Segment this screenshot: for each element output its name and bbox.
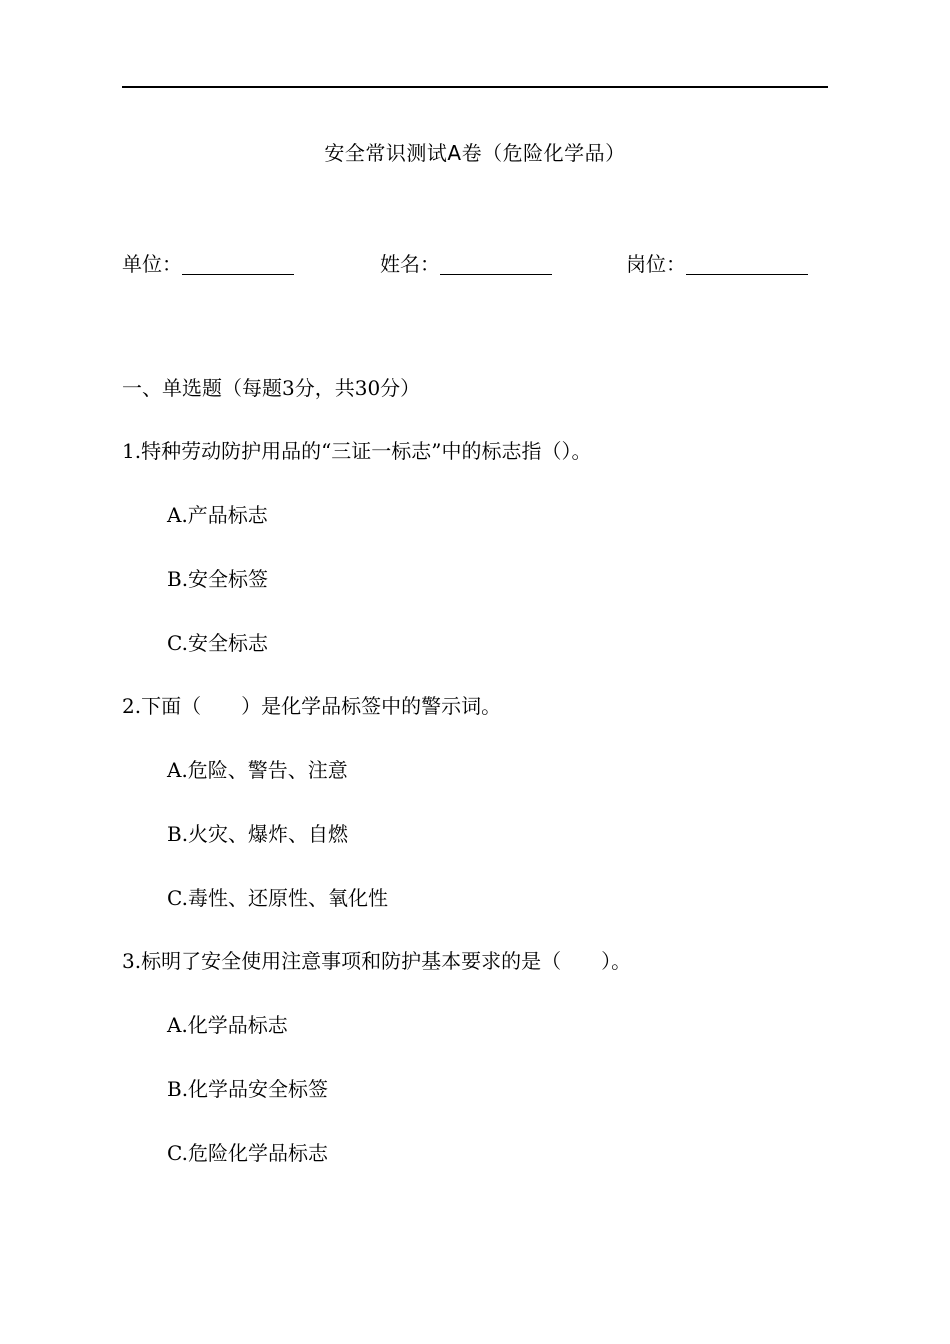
name-label: 姓名： [380, 252, 440, 276]
position-input[interactable] [686, 252, 808, 275]
question-2-option-a: A.危险、警告、注意 [167, 758, 348, 782]
question-3-option-a: A.化学品标志 [167, 1013, 288, 1037]
name-field [380, 250, 552, 278]
header-rule [122, 86, 828, 88]
question-1-option-a: A.产品标志 [167, 503, 268, 527]
position-field [626, 250, 808, 278]
question-1-option-c: C.安全标志 [167, 631, 268, 655]
unit-input[interactable] [182, 252, 294, 275]
unit-label: 单位： [122, 252, 182, 276]
question-2-option-c: C.毒性、还原性、氧化性 [167, 886, 388, 910]
question-2: 2.下面（ ）是化学品标签中的警示词。 [122, 694, 502, 718]
question-2-option-b: B.火灾、爆炸、自燃 [167, 822, 349, 846]
document-title: 安全常识测试A卷（危险化学品） [324, 141, 626, 165]
question-3-option-b: B.化学品安全标签 [167, 1077, 329, 1101]
question-3: 3.标明了安全使用注意事项和防护基本要求的是（ ）。 [122, 949, 632, 973]
question-1-option-b: B.安全标签 [167, 567, 269, 591]
question-1: 1.特种劳动防护用品的“三证一标志”中的标志指（）。 [122, 439, 592, 463]
section-heading: 一、单选题（每题3分，共30分） [122, 376, 421, 400]
info-fields [122, 250, 828, 280]
position-label: 岗位： [626, 252, 686, 276]
question-3-option-c: C.危险化学品标志 [167, 1141, 328, 1165]
name-input[interactable] [440, 252, 552, 275]
unit-field [122, 250, 294, 278]
